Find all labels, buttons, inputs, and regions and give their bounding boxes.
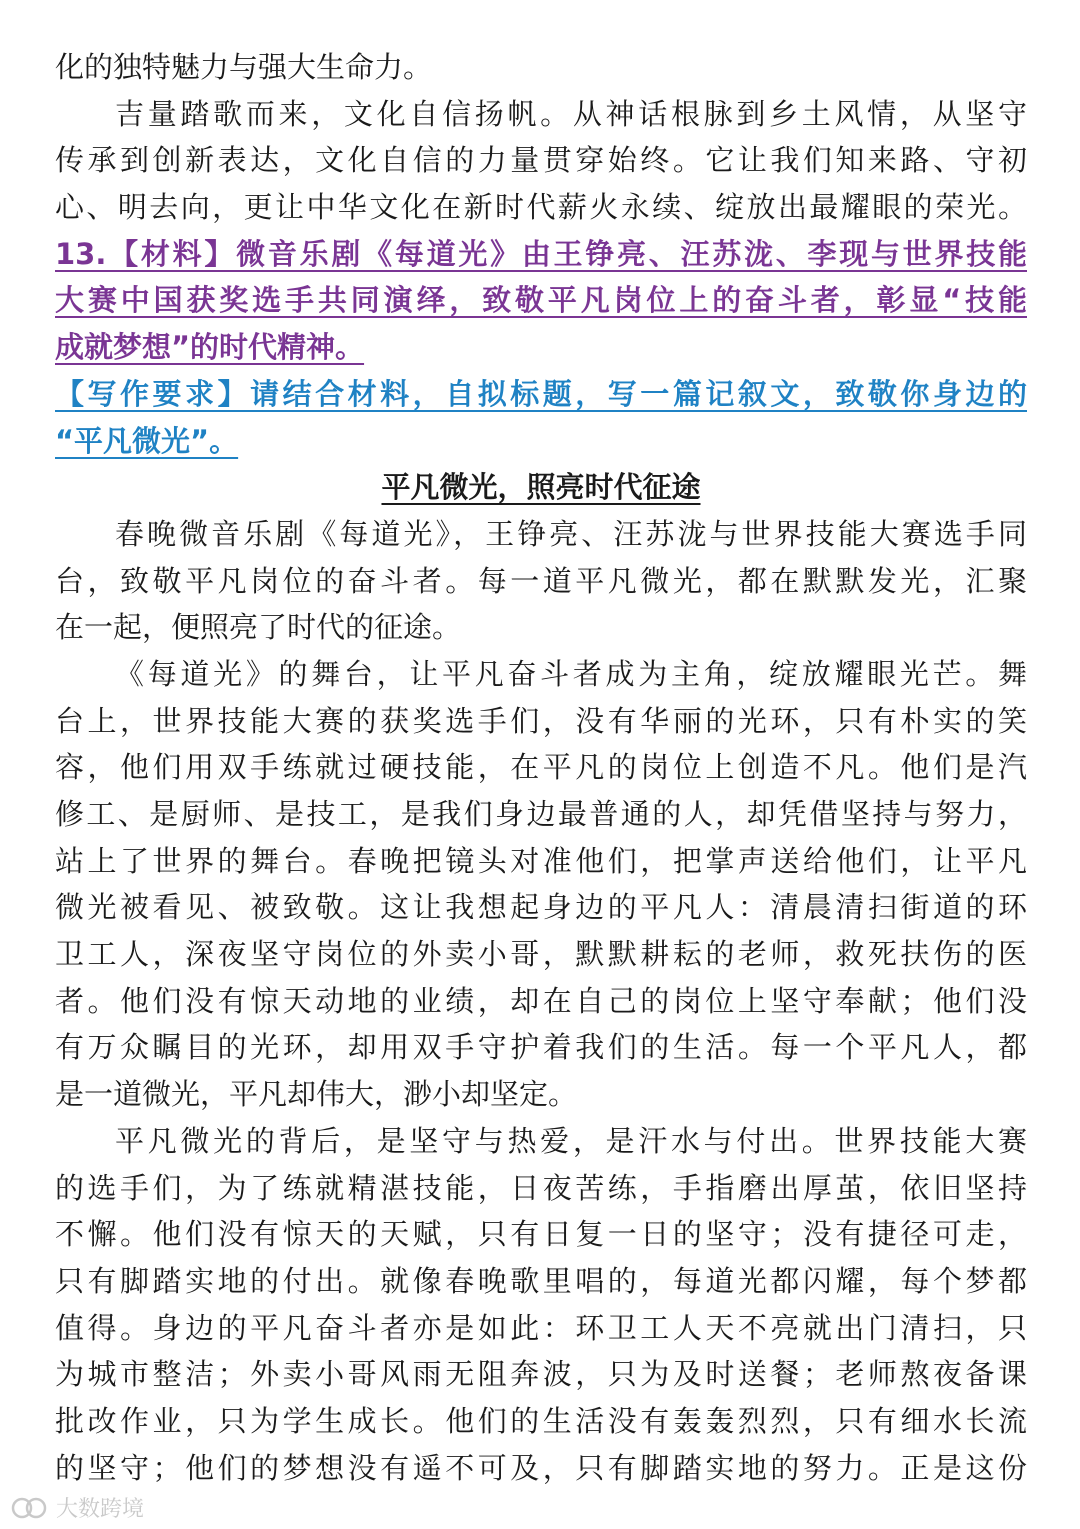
paragraph-line: 是一道微光，平凡却伟大，渺小却坚定。 (55, 1077, 578, 1112)
paragraph-line: 平凡微光的背后，是坚守与热爱，是汗水与付出。世界技能大赛 (115, 1123, 1027, 1158)
paragraph-line: 吉量踏歌而来，文化自信扬帆。从神话根脉到乡土风情，从坚守 (115, 96, 1027, 131)
document-page (55, 44, 1027, 1491)
paragraph-line: 只有脚踏实地的付出。就像春晚歌里唱的，每道光都闪耀，每个梦都 (55, 1263, 1027, 1298)
question-13-line: 成就梦想”的时代精神。 (55, 330, 365, 365)
paragraph-line: 的选手们，为了练就精湛技能，日夜苦练，手指磨出厚茧，依旧坚持 (55, 1170, 1027, 1205)
writing-requirement-line: “平凡微光”。 (55, 423, 239, 458)
paragraph-line: 站上了世界的舞台。春晚把镜头对准他们，把掌声送给他们，让平凡 (55, 843, 1027, 878)
watermark-text: 大数跨境 (56, 1497, 145, 1522)
paragraph-line: 修工、是厨师、是技工，是我们身边最普通的人，却凭借坚持与努力， (55, 797, 1027, 831)
paragraph-line: 者。他们没有惊天动地的业绩，却在自己的岗位上坚守奉献；他们没 (55, 983, 1027, 1018)
paragraph-line: 传承到创新表达，文化自信的力量贯穿始终。它让我们知来路、守初 (55, 143, 1027, 178)
watermark (10, 1492, 144, 1523)
paragraph-line: 容，他们用双手练就过硬技能，在平凡的岗位上创造不凡。他们是汽 (55, 750, 1027, 785)
paragraph-line: 卫工人，深夜坚守岗位的外卖小哥，默默耕耘的老师，救死扶伤的医 (55, 937, 1027, 972)
paragraph-line: 台上，世界技能大赛的获奖选手们，没有华丽的光环，只有朴实的笑 (55, 703, 1027, 738)
writing-requirement-line: 【写作要求】请结合材料，自拟标题，写一篇记叙文，致敬你身边的 (55, 376, 1027, 411)
paragraph-line: 台，致敬平凡岗位的奋斗者。每一道平凡微光，都在默默发光，汇聚 (55, 563, 1027, 598)
paragraph-line: 《每道光》的舞台，让平凡奋斗者成为主角，绽放耀眼光芒。舞 (115, 656, 1027, 691)
paragraph-line: 化的独特魅力与强大生命力。 (55, 50, 433, 84)
paragraph-line: 为城市整洁；外卖小哥风雨无阻奔波，只为及时送餐；老师熬夜备课 (55, 1357, 1027, 1392)
essay-title: 平凡微光，照亮时代征途 (381, 470, 701, 505)
brand-logo-icon (10, 1496, 50, 1520)
writing-requirement (55, 418, 1027, 465)
paragraph-line: 春晚微音乐剧《每道光》，王铮亮、汪苏泷与世界技能大赛选手同 (115, 516, 1027, 551)
paragraph-line: 心、明去向，更让中华文化在新时代薪火永续、绽放出最耀眼的荣光。 (55, 190, 1027, 225)
paragraph-line: 在一起，便照亮了时代的征途。 (55, 610, 462, 645)
question-material (55, 324, 1027, 371)
question-13-line: 大赛中国获奖选手共同演绎，致敬平凡岗位上的奋斗者，彰显“技能 (55, 283, 1027, 318)
writing-requirement (55, 371, 1027, 418)
paragraph-line: 的坚守；他们的梦想没有遥不可及，只有脚踏实地的努力。正是这份 (55, 1450, 1027, 1485)
paragraph-line: 有万众瞩目的光环，却用双手守护着我们的生活。每一个平凡人，都 (55, 1030, 1027, 1065)
paragraph-line: 不懈。他们没有惊天的天赋，只有日复一日的坚守；没有捷径可走， (55, 1217, 1027, 1252)
paragraph-line: 批改作业，只为学生成长。他们的生活没有轰轰烈烈，只有细水长流 (55, 1403, 1027, 1438)
paragraph-line: 微光被看见、被致敬。这让我想起身边的平凡人：清晨清扫街道的环 (55, 890, 1027, 925)
question-13-line: 13.【材料】微音乐剧《每道光》由王铮亮、汪苏泷、李现与世界技能 (55, 236, 1027, 271)
question-material (55, 231, 1027, 278)
paragraph-line: 值得。身边的平凡奋斗者亦是如此：环卫工人天不亮就出门清扫，只 (55, 1310, 1027, 1345)
question-material (55, 277, 1027, 324)
